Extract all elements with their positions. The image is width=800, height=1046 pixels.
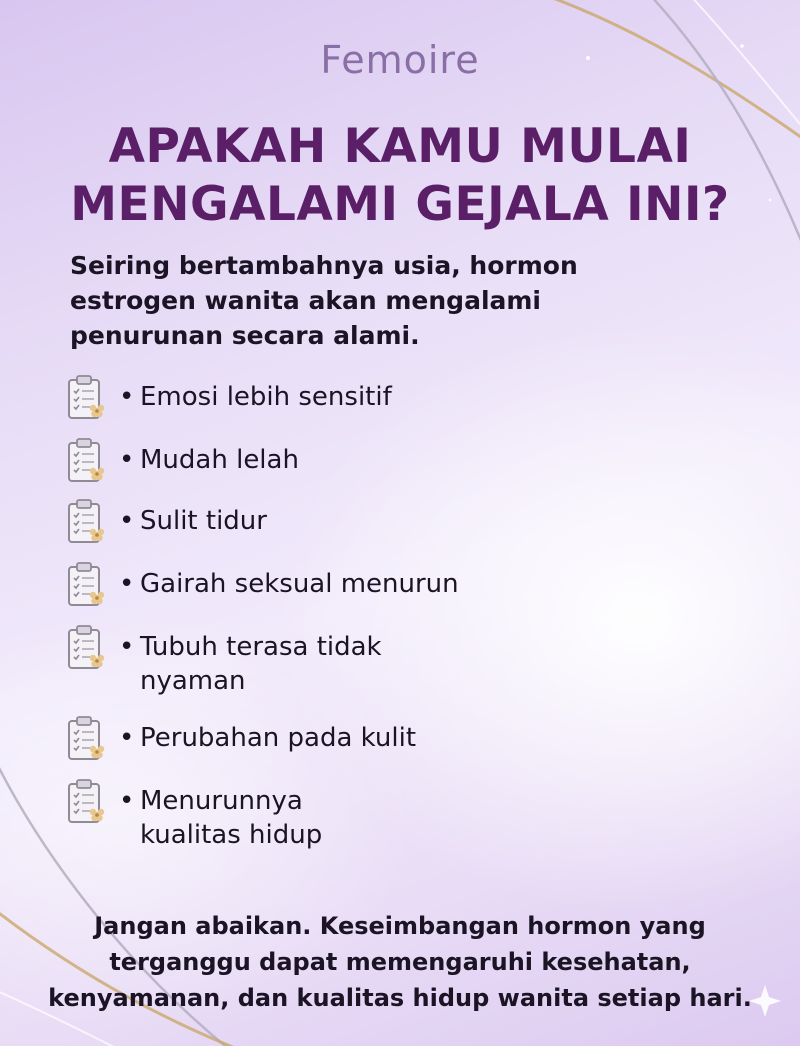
- intro-line-1: Seiring bertambahnya usia, hormon: [70, 251, 578, 280]
- clipboard-checklist-flower-icon: [66, 715, 106, 763]
- bullet: •: [119, 723, 135, 753]
- brand-logo: Femoire: [320, 38, 480, 82]
- headline-line-2: MENGALAMI GEJALA INI?: [70, 177, 730, 232]
- symptom-line: Mudah lelah: [140, 445, 299, 475]
- symptom-line: Gairah seksual menurun: [140, 569, 459, 599]
- bullet: •: [119, 445, 135, 475]
- bullet: •: [119, 382, 135, 412]
- symptom-text: [140, 567, 660, 601]
- bullet: •: [119, 632, 135, 662]
- bullet: •: [119, 506, 135, 536]
- clipboard-checklist-flower-icon: [66, 778, 106, 826]
- headline: [40, 118, 760, 234]
- closing-line-3: kenyamanan, dan kualitas hidup wanita setiap hari.: [48, 984, 752, 1012]
- symptom-line: Sulit tidur: [140, 506, 267, 536]
- symptom-text: [140, 721, 660, 755]
- clipboard-checklist-flower-icon: [66, 624, 106, 672]
- intro-line-2: estrogen wanita akan mengalami: [70, 286, 541, 315]
- intro-line-3: penurunan secara alami.: [70, 321, 420, 350]
- symptom-text: [140, 630, 660, 698]
- symptom-text: [140, 443, 660, 477]
- symptom-line: kualitas hidup: [140, 820, 323, 850]
- bullet: •: [119, 569, 135, 599]
- clipboard-checklist-flower-icon: [66, 437, 106, 485]
- symptom-line: nyaman: [140, 666, 246, 696]
- symptom-text: [140, 504, 660, 538]
- headline-line-1: APAKAH KAMU MULAI: [108, 119, 692, 174]
- closing-paragraph: [40, 908, 760, 1016]
- symptom-line: Perubahan pada kulit: [140, 723, 417, 753]
- clipboard-checklist-flower-icon: [66, 561, 106, 609]
- symptom-line: Menurunnya: [140, 786, 303, 816]
- bullet: •: [119, 786, 135, 816]
- symptom-text: [140, 784, 660, 852]
- symptom-text: [140, 380, 660, 414]
- intro-paragraph: [70, 248, 590, 353]
- symptom-line: Emosi lebih sensitif: [140, 382, 392, 412]
- clipboard-checklist-flower-icon: [66, 374, 106, 422]
- clipboard-checklist-flower-icon: [66, 498, 106, 546]
- closing-line-2: terganggu dapat memengaruhi kesehatan,: [109, 948, 691, 976]
- symptom-line: Tubuh terasa tidak: [140, 632, 382, 662]
- closing-line-1: Jangan abaikan. Keseimbangan hormon yang: [94, 912, 706, 940]
